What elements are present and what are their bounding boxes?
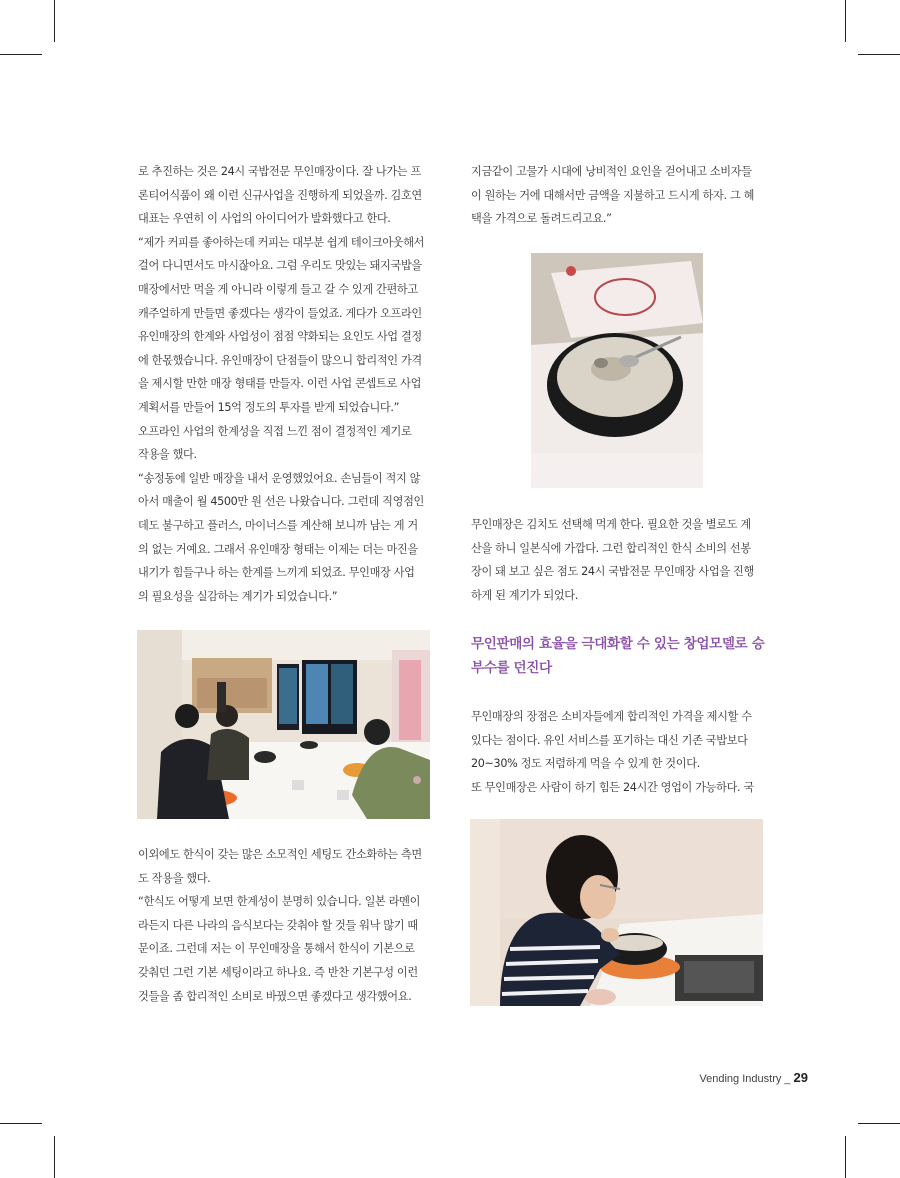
crop-mark (858, 54, 900, 55)
crop-mark (0, 54, 42, 55)
text-line: 있다는 점이다. 유인 서비스를 포기하는 대신 기존 국밥보다 (471, 733, 748, 747)
store-interior-photo (137, 630, 430, 819)
left-column-bottom-text (138, 843, 430, 1008)
woman-eating-photo (470, 819, 763, 1006)
text-line: 에 한몫했습니다. 유인매장이 단점들이 많으니 합리적인 가격 (138, 353, 422, 367)
text-line: 아서 매출이 월 4500만 원 선은 나왔습니다. 그런데 직영점인 (138, 495, 424, 509)
crop-mark (54, 0, 55, 42)
text-line: 유인매장의 한계와 사업성이 점점 약화되는 요인도 사업 결정 (138, 330, 422, 344)
right-column-lower-text (471, 705, 763, 799)
text-line: 걸어 다니면서도 마시잖아요. 그럼 우리도 맛있는 돼지국밥을 (138, 259, 422, 273)
crop-mark (845, 0, 846, 42)
text-line: 택을 가격으로 돌려드리고요.” (471, 212, 612, 226)
text-line: 하게 된 계기가 되었다. (471, 588, 578, 602)
text-line: 데도 불구하고 플러스, 마이너스를 계산해 보니까 남는 게 거 (138, 518, 418, 532)
crop-mark (54, 1136, 55, 1178)
text-line: 라든지 다른 나라의 음식보다는 갖춰야 할 것들 워낙 많기 때 (138, 918, 418, 932)
text-line: 문이죠. 그런데 저는 이 무인매장을 통해서 한식이 기본으로 (138, 942, 415, 956)
text-line: 의 없는 거예요. 그래서 유인매장 형태는 이제는 더는 마진을 (138, 542, 418, 556)
page-footer (699, 1070, 808, 1085)
text-line: 론티어식품이 왜 이런 신규사업을 진행하게 되었을까. 김호연 (138, 188, 422, 202)
text-line: 지금같이 고물가 시대에 낭비적인 요인을 걷어내고 소비자들 (471, 165, 752, 178)
right-column-mid-text (471, 513, 763, 607)
text-line: “제가 커피를 좋아하는데 커피는 대부분 쉽게 테이크아웃해서 (138, 235, 425, 249)
text-line: 작용을 했다. (138, 448, 197, 462)
text-line: 20~30% 정도 저렴하게 먹을 수 있게 한 것이다. (471, 757, 700, 771)
text-line: “송정동에 일반 매장을 내서 운영했었어요. 손님들이 적지 않 (138, 471, 421, 485)
text-line: 로 추진하는 것은 24시 국밥전문 무인매장이다. 잘 나가는 프 (138, 165, 421, 178)
text-line: 것들을 좀 합리적인 소비로 바꿨으면 좋겠다고 생각했어요. (138, 989, 412, 1003)
text-line: 내기가 힘들구나 하는 한계를 느끼게 되었죠. 무인매장 사업 (138, 566, 415, 580)
text-line: 을 제시할 만한 매장 형태를 만들자. 이런 사업 콘셉트로 사업 (138, 377, 422, 391)
text-line: 이 원하는 거에 대해서만 금액을 지불하고 드시게 하자. 그 혜 (471, 188, 755, 202)
text-line: 오프라인 사업의 한계성을 직접 느낀 점이 결정적인 계기로 (138, 424, 412, 438)
heading-line: 무인판매의 효율을 극대화할 수 있는 창업모델로 승 (471, 636, 765, 652)
heading-line: 부수를 던진다 (471, 660, 552, 676)
text-line: 무인매장은 김치도 선택해 먹게 한다. 필요한 것을 별로도 계 (471, 518, 751, 531)
right-column-top-text (471, 160, 763, 231)
crop-mark (0, 1123, 42, 1124)
text-line: 산을 하니 일본식에 가깝다. 그런 합리적인 한식 소비의 선봉 (471, 541, 751, 555)
crop-mark (858, 1123, 900, 1124)
gukbap-bowl-photo (531, 253, 703, 488)
text-line: 또 무인매장은 사람이 하기 힘든 24시간 영업이 가능하다. 국 (471, 780, 754, 794)
text-line: 이외에도 한식이 갖는 많은 소모적인 세팅도 간소화하는 측면 (138, 848, 422, 861)
text-line: 갖춰던 그런 기본 세팅이라고 하나요. 즉 반찬 기본구성 이런 (138, 965, 418, 979)
text-line: 계획서를 만들어 15억 정도의 투자를 받게 되었습니다.” (138, 400, 400, 414)
text-line: 도 작용을 했다. (138, 871, 211, 885)
page-number: 29 (793, 1070, 808, 1085)
text-line: 장이 돼 보고 싶은 점도 24시 국밥전문 무인매장 사업을 진행 (471, 565, 754, 579)
crop-mark (845, 1136, 846, 1178)
text-line: “한식도 어떻게 보면 한계성이 분명히 있습니다. 일본 라멘이 (138, 895, 421, 909)
text-line: 의 필요성을 실감하는 계기가 되었습니다.” (138, 589, 338, 603)
text-line: 캐주얼하게 만들면 좋겠다는 생각이 들었죠. 게다가 오프라인 (138, 306, 422, 320)
text-line: 대표는 우연히 이 사업의 아이디어가 발화했다고 한다. (138, 212, 391, 226)
text-line: 무인매장의 장점은 소비자들에게 합리적인 가격을 제시할 수 (471, 710, 752, 723)
section-heading (471, 632, 771, 680)
left-column-text (138, 160, 430, 608)
magazine-name: Vending Industry _ (699, 1073, 791, 1085)
text-line: 매장에서만 먹을 게 아니라 이렇게 들고 갈 수 있게 간편하고 (138, 282, 418, 296)
